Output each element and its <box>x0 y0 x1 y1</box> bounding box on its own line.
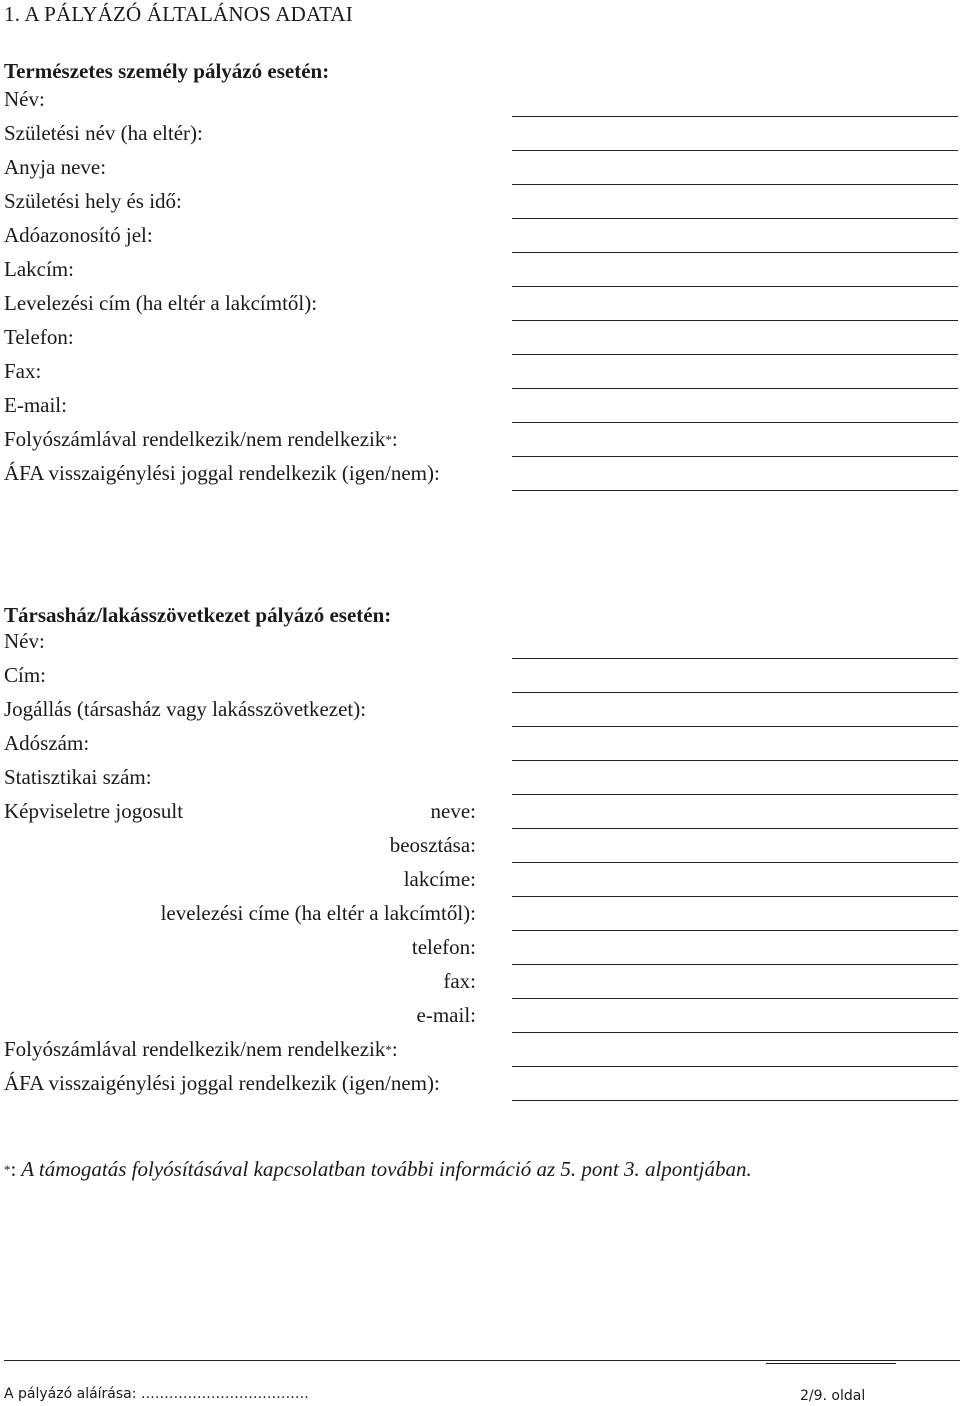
field-label-birth-name: Születési név (ha eltér): <box>4 121 203 145</box>
field-label-address: Lakcím: <box>4 257 74 281</box>
condo-blank-line-3[interactable] <box>512 726 958 727</box>
page-heading: 1. A PÁLYÁZÓ ÁLTALÁNOS ADATAI <box>4 2 353 26</box>
blank-line-birth-place-date[interactable] <box>512 218 958 219</box>
condo-label-address: Cím: <box>4 663 47 687</box>
condo-blank-line-8[interactable] <box>512 896 958 897</box>
footnote-asterisk: * <box>4 1162 11 1177</box>
condo-blank-line-2[interactable] <box>512 692 958 693</box>
footer-divider-short <box>766 1363 896 1364</box>
footnote-colon: : <box>10 1157 17 1181</box>
colon: : <box>391 1037 398 1061</box>
blank-line-bank-account[interactable] <box>512 456 958 457</box>
blank-line-fax[interactable] <box>512 388 958 389</box>
rep-label-mailing-address: levelezési címe (ha eltér a lakcímtől): <box>160 901 476 925</box>
blank-line-address[interactable] <box>512 286 958 287</box>
condo-label-legal-status: Jogállás (társasház vagy lakásszövetkezet): <box>4 697 367 721</box>
condo-blank-line-4[interactable] <box>512 760 958 761</box>
field-label-vat: ÁFA visszaigénylési joggal rendelkezik (igen/nem): <box>4 461 440 485</box>
page-number: 2/9. oldal <box>800 1388 866 1404</box>
field-label-birth-place-date: Születési hely és idő: <box>4 189 182 213</box>
condo-label-stat-number: Statisztikai szám: <box>4 765 152 789</box>
rep-label-address: lakcíme: <box>403 867 476 891</box>
condo-blank-line-10[interactable] <box>512 964 958 965</box>
rep-label-name: neve: <box>430 799 476 823</box>
blank-line-vat[interactable] <box>512 490 958 491</box>
rep-label-position: beosztása: <box>389 833 476 857</box>
field-label-name: Név: <box>4 87 45 111</box>
colon: : <box>391 427 398 451</box>
condo-blank-line-14[interactable] <box>512 1100 958 1101</box>
condo-label-vat: ÁFA visszaigénylési joggal rendelkezik (igen/nem): <box>4 1071 440 1095</box>
blank-line-mailing-address[interactable] <box>512 320 958 321</box>
blank-line-phone[interactable] <box>512 354 958 355</box>
field-label-tax-id: Adóazonosító jel: <box>4 223 153 247</box>
condo-blank-line-1[interactable] <box>512 658 958 659</box>
field-label-mother-name: Anyja neve: <box>4 155 107 179</box>
footer-divider <box>4 1360 960 1361</box>
condo-blank-line-11[interactable] <box>512 998 958 999</box>
rep-label-phone: telefon: <box>411 935 476 959</box>
field-label-mailing-address: Levelezési cím (ha eltér a lakcímtől): <box>4 291 318 315</box>
blank-line-birth-name[interactable] <box>512 150 958 151</box>
condo-label-representative: Képviseletre jogosult <box>4 799 184 823</box>
condo-blank-line-12[interactable] <box>512 1032 958 1033</box>
blank-line-name[interactable] <box>512 116 958 117</box>
condo-blank-line-13[interactable] <box>512 1066 958 1067</box>
section-natural-title: Természetes személy pályázó esetén: <box>4 59 330 83</box>
blank-line-tax-id[interactable] <box>512 252 958 253</box>
field-label-phone: Telefon: <box>4 325 74 349</box>
rep-label-email: e-mail: <box>416 1003 476 1027</box>
condo-label-bank-account-text: Folyószámlával rendelkezik/nem rendelkezik <box>4 1037 386 1061</box>
condo-label-bank-account <box>4 1036 398 1063</box>
field-label-bank-account <box>4 426 398 453</box>
condo-blank-line-5[interactable] <box>512 794 958 795</box>
asterisk-marker: * <box>385 1042 392 1057</box>
footnote <box>4 1156 752 1183</box>
field-label-email: E-mail: <box>4 393 67 417</box>
condo-blank-line-9[interactable] <box>512 930 958 931</box>
blank-line-email[interactable] <box>512 422 958 423</box>
footnote-text: A támogatás folyósításával kapcsolatban további információ az 5. pont 3. alpontjában. <box>16 1157 752 1181</box>
section-condo-title: Társasház/lakásszövetkezet pályázó esetén: <box>4 603 392 627</box>
condo-label-name: Név: <box>4 629 45 653</box>
asterisk-marker: * <box>385 432 392 447</box>
condo-label-tax-number: Adószám: <box>4 731 90 755</box>
signature-label: A pályázó aláírása: ……………………………… <box>4 1386 309 1402</box>
rep-label-fax: fax: <box>443 969 476 993</box>
field-label-bank-account-text: Folyószámlával rendelkezik/nem rendelkezik <box>4 427 386 451</box>
condo-blank-line-7[interactable] <box>512 862 958 863</box>
field-label-fax: Fax: <box>4 359 42 383</box>
blank-line-mother-name[interactable] <box>512 184 958 185</box>
condo-blank-line-6[interactable] <box>512 828 958 829</box>
